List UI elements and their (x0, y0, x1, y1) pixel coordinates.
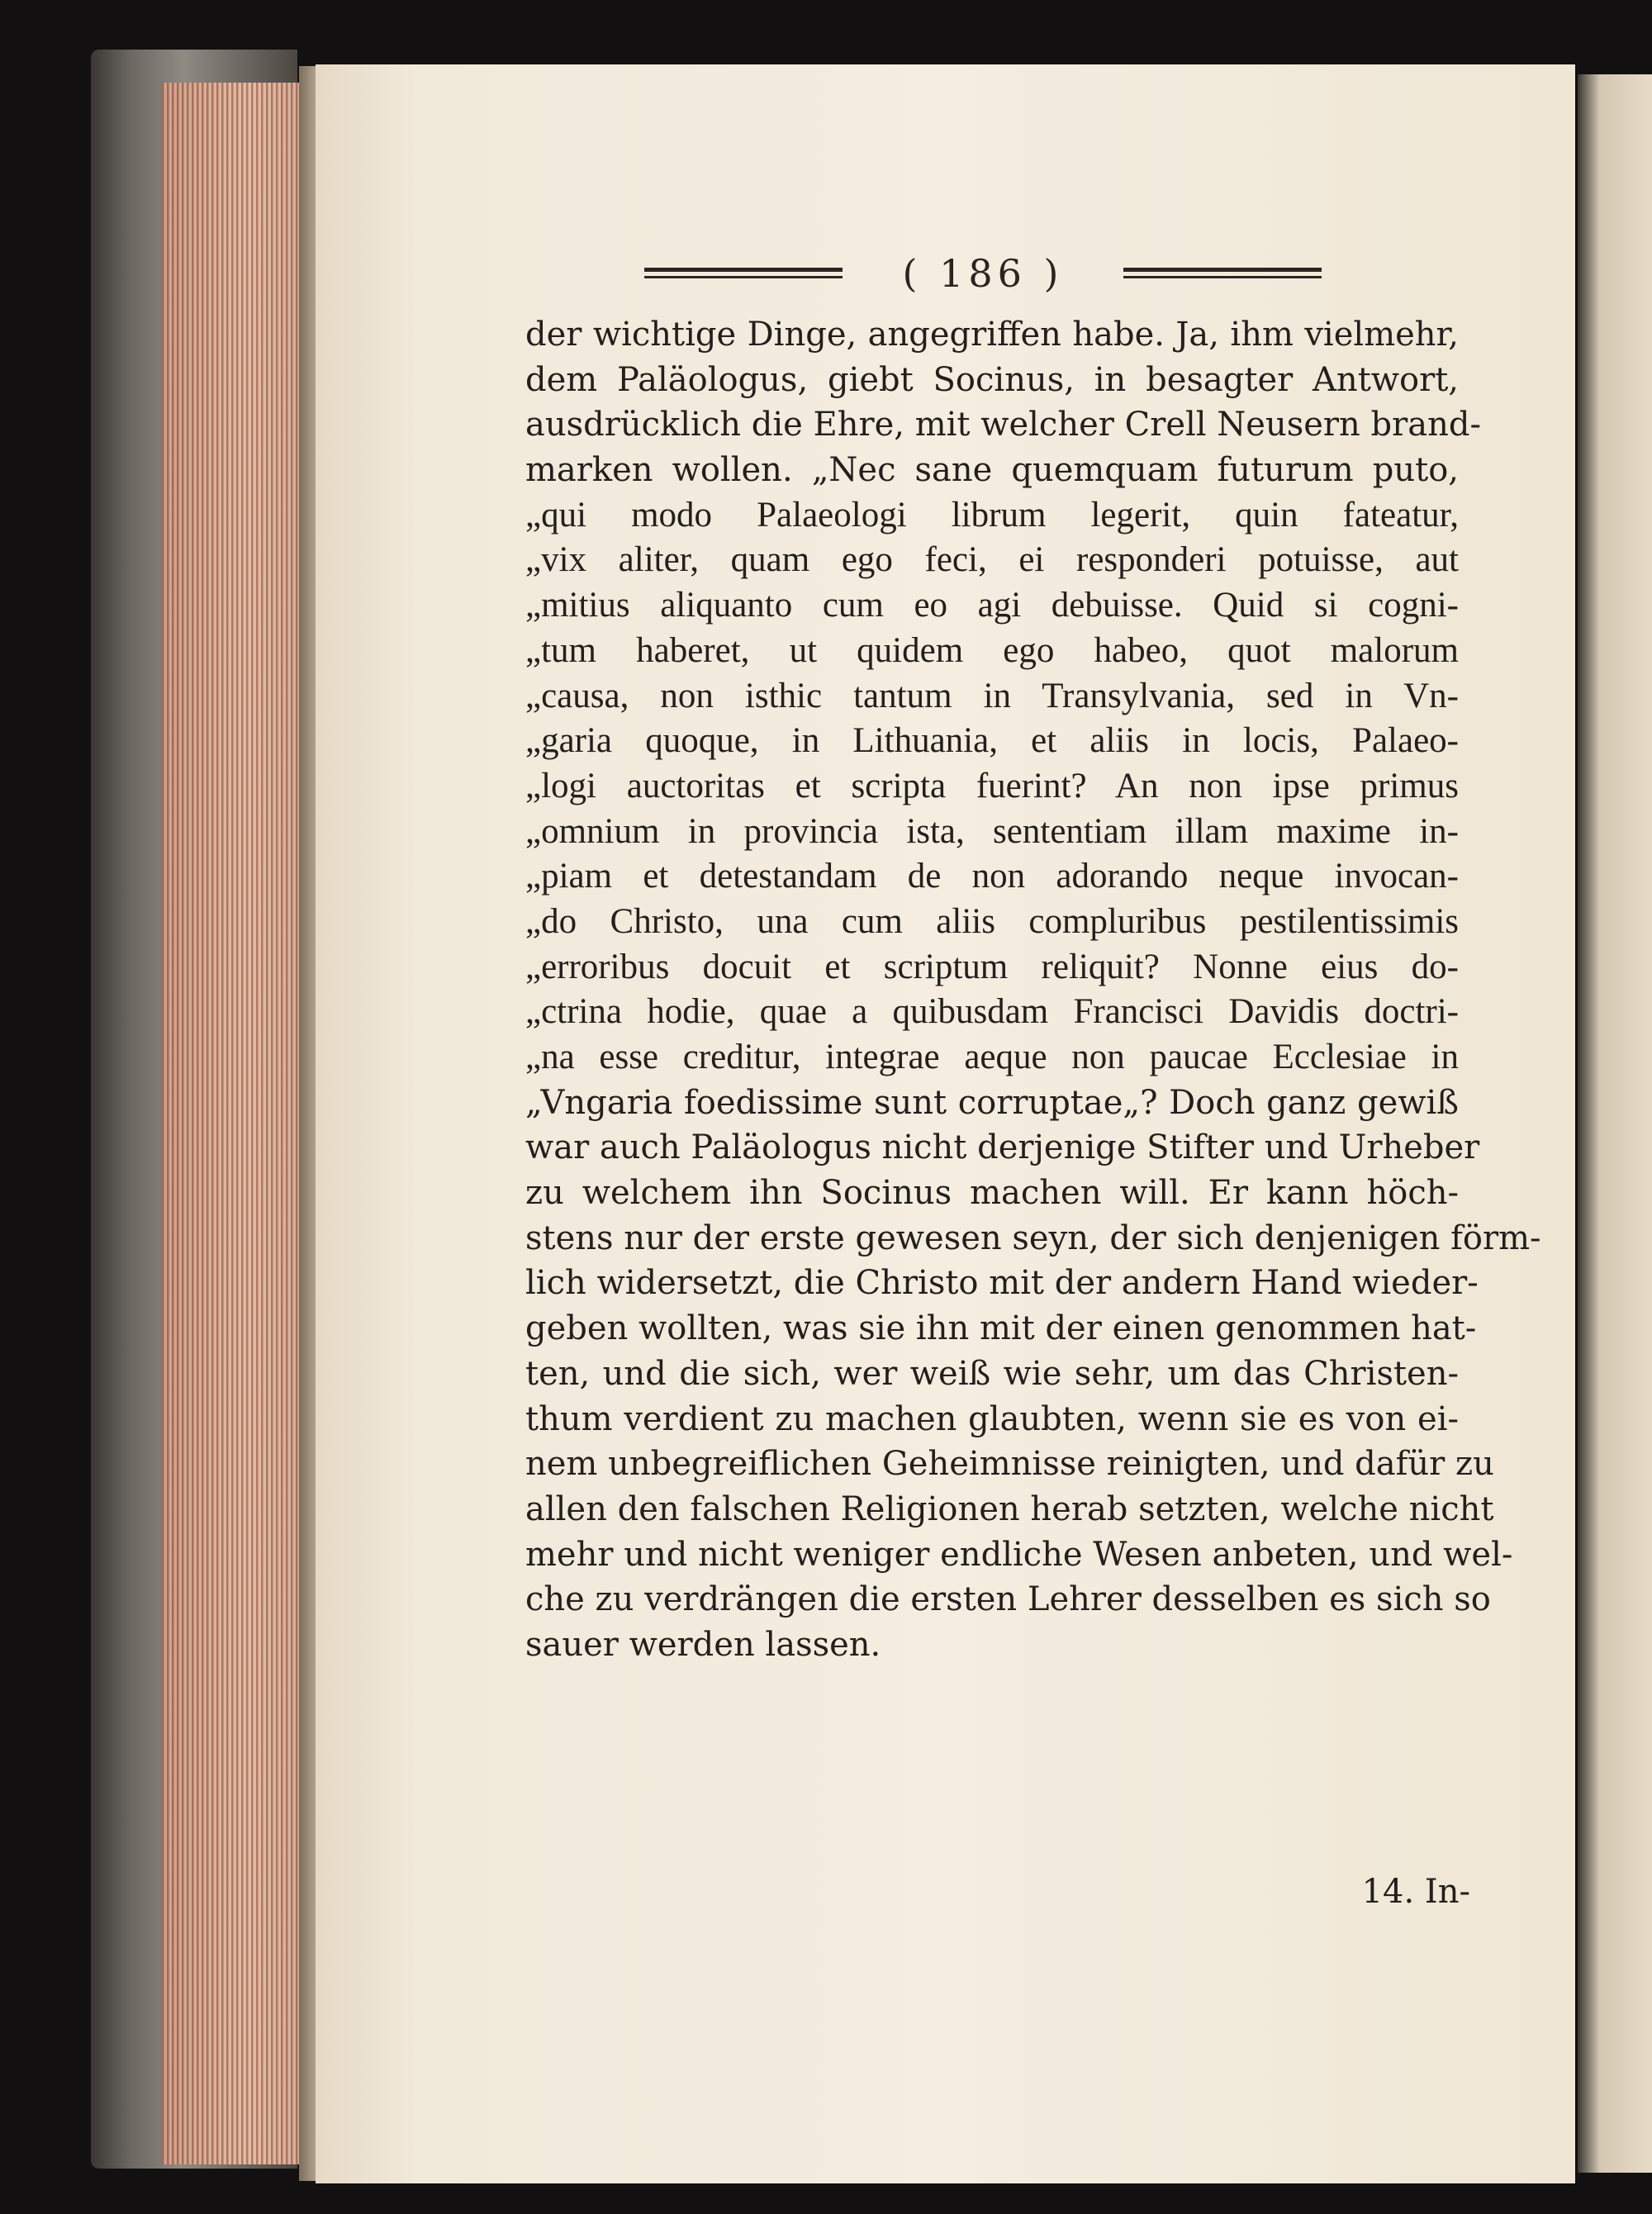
text-line: der wichtige Dinge, angegriffen habe. Ja, ihm vielmehr, (525, 316, 1459, 354)
facing-page-edge (1578, 74, 1652, 2173)
text-line: „na esse creditur, integrae aeque non paucae Ecclesiae in (525, 1038, 1459, 1076)
page-edges (162, 83, 306, 2164)
page-number: ( 186 ) (902, 251, 1064, 296)
text-line: mehr und nicht weniger endliche Wesen anbeten, und wel- (525, 1535, 1513, 1574)
text-line: „Vngaria foedissime sunt corruptae„? Doch ganz gewiß (525, 1083, 1459, 1122)
text-line: ausdrücklich die Ehre, mit welcher Crell Neusern brand- (525, 406, 1481, 444)
header-rule-right (1123, 268, 1322, 281)
text-line: che zu verdrängen die ersten Lehrer desselben es sich so (525, 1580, 1491, 1619)
catchword: 14. In- (1361, 1873, 1470, 1911)
text-line: allen den falschen Religionen herab setzten, welche nicht (525, 1489, 1494, 1528)
text-line: geben wollten, was sie ihn mit der einen genommen hat- (525, 1309, 1477, 1348)
text-line: „qui modo Palaeologi librum legerit, quin fateatur, (525, 495, 1459, 534)
text-line: lich widersetzt, die Christo mit der andern Hand wieder- (525, 1264, 1479, 1303)
text-line: sauer werden lassen. (525, 1625, 881, 1664)
text-line: ten, und die sich, wer weiß wie sehr, um das Christen- (525, 1354, 1459, 1393)
text-line: nem unbegreiflichen Geheimnisse reinigten, und dafür zu (525, 1445, 1494, 1484)
text-line: „do Christo, una cum aliis compluribus pestilentissimis (525, 901, 1459, 941)
text-line: war auch Paläologus nicht derjenige Stifter und Urheber (525, 1128, 1480, 1167)
text-line: „logi auctoritas et scripta fuerint? An non ipse primus (525, 766, 1459, 805)
page-header (644, 251, 1322, 301)
text-line: „mitius aliquanto cum eo agi debuisse. Quid si cogni- (525, 586, 1459, 625)
text-line: „erroribus docuit et scriptum reliquit? Nonne eius do- (525, 947, 1459, 986)
text-line: dem Paläologus, giebt Socinus, in besagter Antwort, (525, 360, 1459, 399)
text-line: „piam et detestandam de non adorando neque invocan- (525, 857, 1459, 896)
text-line: „tum haberet, ut quidem ego habeo, quot malorum (525, 630, 1459, 670)
text-line: thum verdient zu machen glaubten, wenn sie es von ei- (525, 1399, 1459, 1438)
text-line: „garia quoque, in Lithuania, et aliis in locis, Palaeo- (525, 721, 1459, 761)
header-rule-left (644, 268, 843, 281)
text-line: marken wollen. „Nec sane quemquam futurum puto, (525, 451, 1459, 490)
text-line: „causa, non isthic tantum in Transylvania, sed in Vn- (525, 676, 1459, 715)
body-text (525, 312, 1541, 1668)
text-line: „ctrina hodie, quae a quibusdam Francisci Davidis doctri- (525, 992, 1459, 1032)
text-line: „omnium in provincia ista, sententiam illam maxime in- (525, 811, 1459, 851)
text-line: „vix aliter, quam ego feci, ei responderi potuisse, aut (525, 540, 1459, 580)
text-line: zu welchem ihn Socinus machen will. Er kann höch- (525, 1174, 1459, 1213)
text-line: stens nur der erste gewesen seyn, der sich denjenigen förm- (525, 1219, 1541, 1257)
